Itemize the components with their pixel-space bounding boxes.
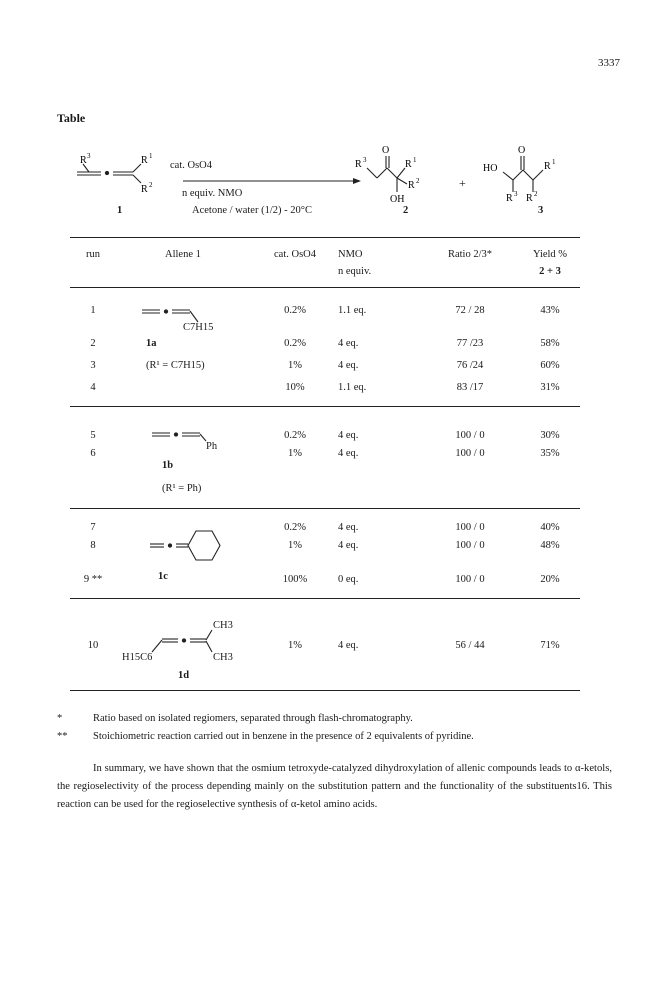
reagent-solvent: Acetone / water (1/2) - 20°C xyxy=(192,205,312,216)
cell-cat: 100% xyxy=(282,574,308,585)
cell-ratio: 72 / 28 xyxy=(455,305,485,316)
header-allene: Allene 1 xyxy=(165,249,201,260)
cell-cat: 1% xyxy=(288,640,302,651)
allene-label-1d: 1d xyxy=(178,670,190,681)
svg-text:1: 1 xyxy=(413,156,417,164)
cell-yield: 31% xyxy=(540,382,560,393)
cell-nmo: 4 eq. xyxy=(338,540,359,551)
product-2-structure xyxy=(367,156,407,192)
group-rule-3 xyxy=(70,598,580,599)
svg-text:OH: OH xyxy=(390,194,405,205)
cell-nmo: 4 eq. xyxy=(338,522,359,533)
cell-yield: 48% xyxy=(540,540,560,551)
allene-1c-structure xyxy=(148,525,228,567)
cell-ratio: 76 /24 xyxy=(456,360,484,371)
header-ratio: Ratio 2/3* xyxy=(447,249,493,260)
header-run: run xyxy=(86,249,100,260)
footnote-mark: * xyxy=(57,713,63,724)
footnote-text: Stoichiometric reaction carried out in benzene in the presence of 2 equivalents of pyridine. xyxy=(93,731,474,742)
cell-run: 7 xyxy=(90,522,96,533)
reaction-scheme xyxy=(55,140,615,240)
footnote-mark: ** xyxy=(57,731,68,742)
svg-text:3: 3 xyxy=(363,156,367,164)
svg-text:R: R xyxy=(408,180,415,191)
scheme-label-3: 3 xyxy=(538,205,544,216)
svg-text:R: R xyxy=(526,193,533,204)
struct-c7h15: C7H15 xyxy=(183,322,214,333)
svg-text:1: 1 xyxy=(149,152,153,160)
group-rule-1 xyxy=(70,406,580,407)
svg-text:R: R xyxy=(141,155,148,166)
svg-text:2: 2 xyxy=(534,190,538,198)
cell-cat: 10% xyxy=(285,382,305,393)
svg-text:HO: HO xyxy=(483,163,498,174)
svg-text:3: 3 xyxy=(514,190,518,198)
cell-ratio: 100 / 0 xyxy=(455,430,485,441)
cell-cat: 1% xyxy=(288,360,302,371)
cell-run: 2 xyxy=(90,338,96,349)
allene-1-structure xyxy=(77,164,141,183)
cell-yield: 20% xyxy=(540,574,560,585)
allene-label-1c: 1c xyxy=(158,571,168,582)
cell-nmo: 4 eq. xyxy=(338,430,359,441)
struct-ch3-bot: CH3 xyxy=(213,652,233,663)
cell-ratio: 100 / 0 xyxy=(455,522,485,533)
allene-label-1b: 1b xyxy=(162,460,174,471)
svg-text:R: R xyxy=(355,159,362,170)
cell-cat: 0.2% xyxy=(284,430,306,441)
cell-ratio: 77 /23 xyxy=(456,338,484,349)
cell-run: 5 xyxy=(90,430,96,441)
cell-yield: 30% xyxy=(540,430,560,441)
cell-run: 10 xyxy=(87,640,99,651)
summary-paragraph: In summary, we have shown that the osmium tetroxyde-catalyzed dihydroxylation of allenic compounds leads to α-ketols, the regioselectivity of the process depending mainly on the substitution pattern and the functionality of the substituents16. This reaction can be used for the regioselective synthesis of α-ketol amino acids. xyxy=(57,763,612,810)
scheme-label-2: 2 xyxy=(403,205,409,216)
cell-nmo: 4 eq. xyxy=(338,448,359,459)
scheme-label-1: 1 xyxy=(117,205,123,216)
cell-nmo: 1.1 eq. xyxy=(338,382,367,393)
cell-nmo: 4 eq. xyxy=(338,360,359,371)
svg-text:R: R xyxy=(80,155,87,166)
allene-sub-1a: (R¹ = C7H15) xyxy=(146,360,205,371)
header-bottom-rule xyxy=(70,287,580,288)
table-title: Table xyxy=(57,111,86,125)
cell-ratio: 56 / 44 xyxy=(455,640,485,651)
cell-nmo: 1.1 eq. xyxy=(338,305,367,316)
struct-h15c6: H15C6 xyxy=(122,652,153,663)
cell-run: 4 xyxy=(90,382,96,393)
cell-cat: 0.2% xyxy=(284,338,306,349)
cell-cat: 0.2% xyxy=(284,305,306,316)
svg-text:O: O xyxy=(382,145,390,156)
cell-run: 6 xyxy=(90,448,96,459)
product-3-structure xyxy=(503,156,543,192)
table-top-rule xyxy=(70,237,580,238)
header-yield: Yield % xyxy=(532,249,568,260)
svg-text:1: 1 xyxy=(552,158,556,166)
cell-yield: 40% xyxy=(540,522,560,533)
svg-text:R: R xyxy=(141,184,148,195)
cell-ratio: 100 / 0 xyxy=(455,540,485,551)
group-rule-2 xyxy=(70,508,580,509)
svg-text:R: R xyxy=(506,193,513,204)
header-yield-sub: 2 + 3 xyxy=(539,266,561,277)
cell-cat: 1% xyxy=(288,540,302,551)
cell-nmo: 4 eq. xyxy=(338,338,359,349)
allene-sub-1b: (R¹ = Ph) xyxy=(162,483,202,494)
cell-ratio: 100 / 0 xyxy=(455,574,485,585)
cell-ratio: 83 /17 xyxy=(456,382,484,393)
reagent-catalyst: cat. OsO4 xyxy=(170,160,212,171)
struct-ch3-top: CH3 xyxy=(213,620,233,631)
cell-run: 9 ** xyxy=(83,574,103,585)
svg-text:O: O xyxy=(518,145,526,156)
footnote-text: Ratio based on isolated regiomers, separated through flash-chromatography. xyxy=(93,713,413,724)
cell-run: 8 xyxy=(90,540,96,551)
cell-cat: 0.2% xyxy=(284,522,306,533)
cell-yield: 60% xyxy=(540,360,560,371)
struct-ph: Ph xyxy=(206,441,218,452)
page-number: 3337 xyxy=(598,57,620,69)
cell-run: 3 xyxy=(90,360,96,371)
svg-text:R: R xyxy=(405,159,412,170)
allene-label-1a: 1a xyxy=(146,338,157,349)
cell-cat: 1% xyxy=(288,448,302,459)
cell-ratio: 100 / 0 xyxy=(455,448,485,459)
cell-run: 1 xyxy=(90,305,96,316)
svg-text:R: R xyxy=(544,161,551,172)
cell-nmo: 0 eq. xyxy=(338,574,359,585)
svg-text:2: 2 xyxy=(149,181,153,189)
cell-yield: 71% xyxy=(540,640,560,651)
cell-nmo: 4 eq. xyxy=(338,640,359,651)
table-bottom-rule xyxy=(70,690,580,691)
allene-1b-structure xyxy=(150,425,230,455)
header-nmo-sub: n equiv. xyxy=(338,266,372,277)
svg-text:2: 2 xyxy=(416,177,420,185)
cell-yield: 43% xyxy=(540,305,560,316)
header-nmo: NMO xyxy=(338,249,363,260)
cell-yield: 58% xyxy=(540,338,560,349)
svg-text:3: 3 xyxy=(87,152,91,160)
cell-yield: 35% xyxy=(540,448,560,459)
scheme-plus: + xyxy=(459,176,466,190)
reagent-nmo: n equiv. NMO xyxy=(182,188,243,199)
header-cat: cat. OsO4 xyxy=(274,249,316,260)
